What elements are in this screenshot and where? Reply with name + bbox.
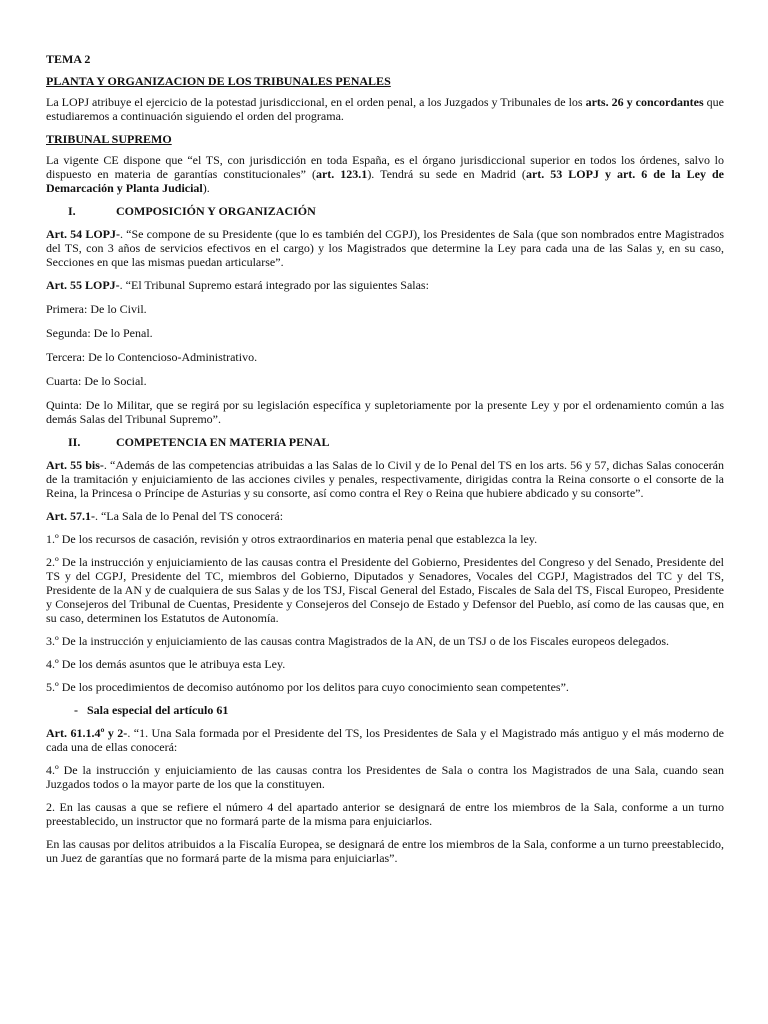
topic-number: TEMA 2 [46,52,91,66]
art57-item: 4.º De los demás asuntos que le atribuya esta Ley. [46,657,286,671]
sala-item: Primera: De lo Civil. [46,302,147,316]
art61-item: 2. En las causas a que se refiere el número 4 del apartado anterior se designará de entre los miembros de la Sala, conforme a un turno preestablecido, un instructor que no formará parte de la misma para enjuiciarlos. [46,800,724,828]
art57-item: 1.º De los recursos de casación, revisión y otros extraordinarios en materia penal que establezca la ley. [46,532,538,546]
bullet-dash: - [74,703,78,717]
section-number: II. [68,435,81,449]
intro-paragraph: La LOPJ atribuye el ejercicio de la potestad jurisdiccional, en el orden penal, a los Juzgados y Tribunales de los arts. 26 y concordantes que estudiaremos a continuación siguiendo el orden del programa. [46,95,725,123]
sala-item: Segunda: De lo Penal. [46,326,153,340]
section-title: COMPETENCIA EN MATERIA PENAL [116,435,330,449]
section-number: I. [68,204,76,218]
section-heading-composicion [46,204,724,218]
art61-item: 4.º De la instrucción y enjuiciamiento de las causas contra los Presidentes de Sala o contra los Magistrados de una Sala, cuando sean Juzgados todos o la mayor parte de los que la constituyen. [46,763,724,791]
tribunal-supremo-heading: TRIBUNAL SUPREMO [46,132,172,146]
sala-item: Cuarta: De lo Social. [46,374,147,388]
art57-item: 2.º De la instrucción y enjuiciamiento de las causas contra el Presidente del Gobierno, Presidentes del Congreso y del Senado, Presidente del TS y del CGPJ, Presidente del TC, miembros del Gobierno, Diputados y Senadores, Vocales del CGPJ, Magistrados del TC y del TS, Presidente de la AN y de cualquiera de sus Salas y de los TSJ, Fiscal General del Estado, Fiscales de Sala del TS, Fiscal Europeo, Presidente y Consejeros del Tribunal de Cuentas, Presidente y Consejeros del Consejo de Estado y Defensor del Pueblo, así como de las causas que, en su caso, determinen los Estatutos de Autonomía. [46,555,724,625]
art57-item: 3.º De la instrucción y enjuiciamiento de las causas contra Magistrados de la AN, de un TSJ o de los Fiscales europeos delegados. [46,634,670,648]
document-title: PLANTA Y ORGANIZACION DE LOS TRIBUNALES PENALES [46,74,391,88]
subsection-title: Sala especial del artículo 61 [87,703,229,717]
section-heading-competencia [46,435,724,449]
art55-paragraph: Art. 55 LOPJ-. “El Tribunal Supremo estará integrado por las siguientes Salas: [46,278,429,292]
subsection-bullet [46,703,724,717]
art57-paragraph: Art. 57.1-. “La Sala de lo Penal del TS conocerá: [46,509,284,523]
art57-item: 5.º De los procedimientos de decomiso autónomo por los delitos para cuyo conocimiento sean competentes”. [46,680,569,694]
art61-paragraph: Art. 61.1.4º y 2-. “1. Una Sala formada por el Presidente del TS, los Presidentes de Sala y el Magistrado más antiguo y el más moderno de cada una de ellas conocerá: [46,726,724,754]
ts-paragraph: La vigente CE dispone que “el TS, con jurisdicción en toda España, es el órgano jurisdiccional superior en todos los órdenes, salvo lo dispuesto en materia de garantías constitucionales” (art. 123.1). Tendrá su sede en Madrid (art. 53 LOPJ y art. 6 de la Ley de Demarcación y Planta Judicial). [46,153,724,195]
sala-item: Tercera: De lo Contencioso-Administrativo. [46,350,258,364]
document-page [46,52,724,874]
section-title: COMPOSICIÓN Y ORGANIZACIÓN [116,204,316,218]
art54-paragraph: Art. 54 LOPJ-. “Se compone de su Presidente (que lo es también del CGPJ), los Presidentes de Sala (que son nombrados entre Magistrados del TS, con 3 años de servicios efectivos en el cargo) y los Magistrados que determine la Ley para cada una de las Salas y, en su caso, Secciones en que las mismas puedan articularse”. [46,227,724,269]
art55bis-paragraph: Art. 55 bis-. “Además de las competencias atribuidas a las Salas de lo Civil y de lo Penal del TS en los arts. 56 y 57, dichas Salas conocerán de la tramitación y enjuiciamiento de las acciones civiles y penales, respectivamente, dirigidas contra la Reina consorte o el consorte de la Reina, la Princesa o Príncipe de Asturias y su consorte, así como contra el Rey o Reina que hubiere abdicado y su consorte”. [46,458,724,500]
sala-item: Quinta: De lo Militar, que se regirá por su legislación específica y supletoriamente por la presente Ley y por el ordenamiento común a las demás Salas del Tribunal Supremo”. [46,398,724,426]
art61-item: En las causas por delitos atribuidos a la Fiscalía Europea, se designará de entre los miembros de la Sala, conforme a un turno preestablecido, un Juez de garantías que no formará parte de la misma para enjuiciarlas”. [46,837,724,865]
